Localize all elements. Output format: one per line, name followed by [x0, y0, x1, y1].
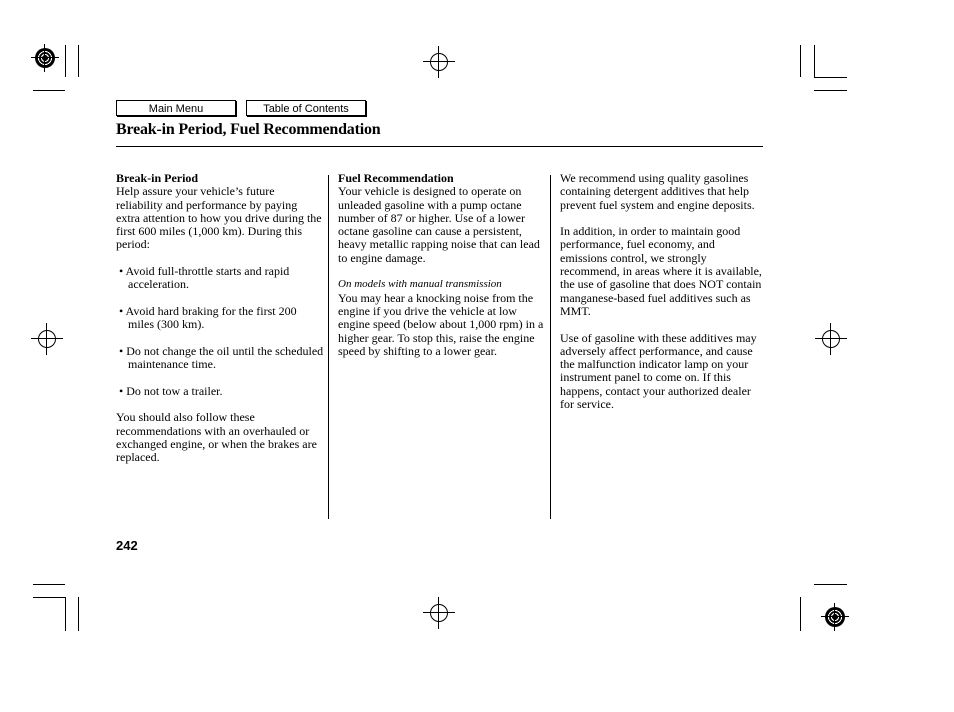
- crop-mark: [65, 45, 66, 77]
- crop-mark: [33, 90, 65, 91]
- paragraph: Use of gasoline with these additives may adversely affect performance, and cause the malfunction indicator lamp on your instrument panel to come on. If this happens, contact your authorized dealer for service.: [560, 330, 757, 412]
- page-title: Break-in Period, Fuel Recommendation: [116, 121, 381, 138]
- registration-target-icon: [825, 607, 845, 627]
- model-note: On models with manual transmission: [338, 278, 502, 291]
- crop-mark: [814, 45, 815, 77]
- paragraph: You should also follow these recommendations with an overhauled or exchanged engine, or when the brakes are replaced.: [116, 410, 317, 465]
- section-heading: Break-in Period: [116, 171, 199, 185]
- paragraph: You may hear a knocking noise from the engine if you drive the vehicle at low engine speed (below about 1,000 rpm) in a higher gear. To stop this, raise the engine speed by shifting to a lower gear.: [338, 290, 544, 358]
- crosshair-icon: [430, 604, 448, 622]
- main-menu-button[interactable]: Main Menu: [116, 100, 236, 116]
- crosshair-icon: [430, 53, 448, 71]
- column-fuel: [338, 172, 546, 358]
- crop-mark: [800, 597, 801, 631]
- crop-mark: [33, 584, 65, 585]
- crop-mark: [814, 90, 847, 91]
- list-item: • Avoid hard braking for the first 200 miles (300 km).: [119, 303, 297, 332]
- column-divider: [550, 175, 551, 519]
- paragraph: We recommend using quality gasolines containing detergent additives that help prevent fuel system and engine deposits.: [560, 171, 755, 212]
- crop-mark: [78, 597, 79, 631]
- title-rule: [116, 146, 763, 147]
- page-number: 242: [116, 538, 138, 553]
- paragraph: In addition, in order to maintain good performance, fuel economy, and emissions control, we strongly recommend, in areas where it is available, the use of gasoline that does NOT contain manganese-based fuel additives such as MMT.: [560, 224, 762, 318]
- column-additives: [560, 172, 765, 411]
- crop-mark: [65, 597, 66, 631]
- crop-mark: [33, 597, 65, 598]
- crop-mark: [814, 77, 847, 78]
- list-item: • Do not change the oil until the scheduled maintenance time.: [119, 343, 324, 372]
- crop-mark: [800, 45, 801, 77]
- list-item: • Avoid full-throttle starts and rapid acceleration.: [119, 264, 290, 292]
- section-heading: Fuel Recommendation: [338, 171, 454, 185]
- crop-mark: [814, 584, 847, 585]
- paragraph: Your vehicle is designed to operate on unleaded gasoline with a pump octane number of 87 or higher. Use of a lower octane gasoline can cause a persistent, heavy metallic rapping noise that can lead to engine damage.: [338, 184, 540, 265]
- column-divider: [328, 175, 329, 519]
- column-break-in: [116, 172, 324, 465]
- list-item: • Do not tow a trailer.: [119, 383, 223, 398]
- crosshair-icon: [38, 330, 56, 348]
- crosshair-icon: [822, 330, 840, 348]
- table-of-contents-button[interactable]: Table of Contents: [246, 100, 366, 116]
- registration-target-icon: [35, 48, 55, 68]
- paragraph: Help assure your vehicle’s future reliability and performance by paying extra attention to how you drive during the first 600 miles (1,000 km). During this period:: [116, 184, 322, 252]
- crop-mark: [78, 45, 79, 77]
